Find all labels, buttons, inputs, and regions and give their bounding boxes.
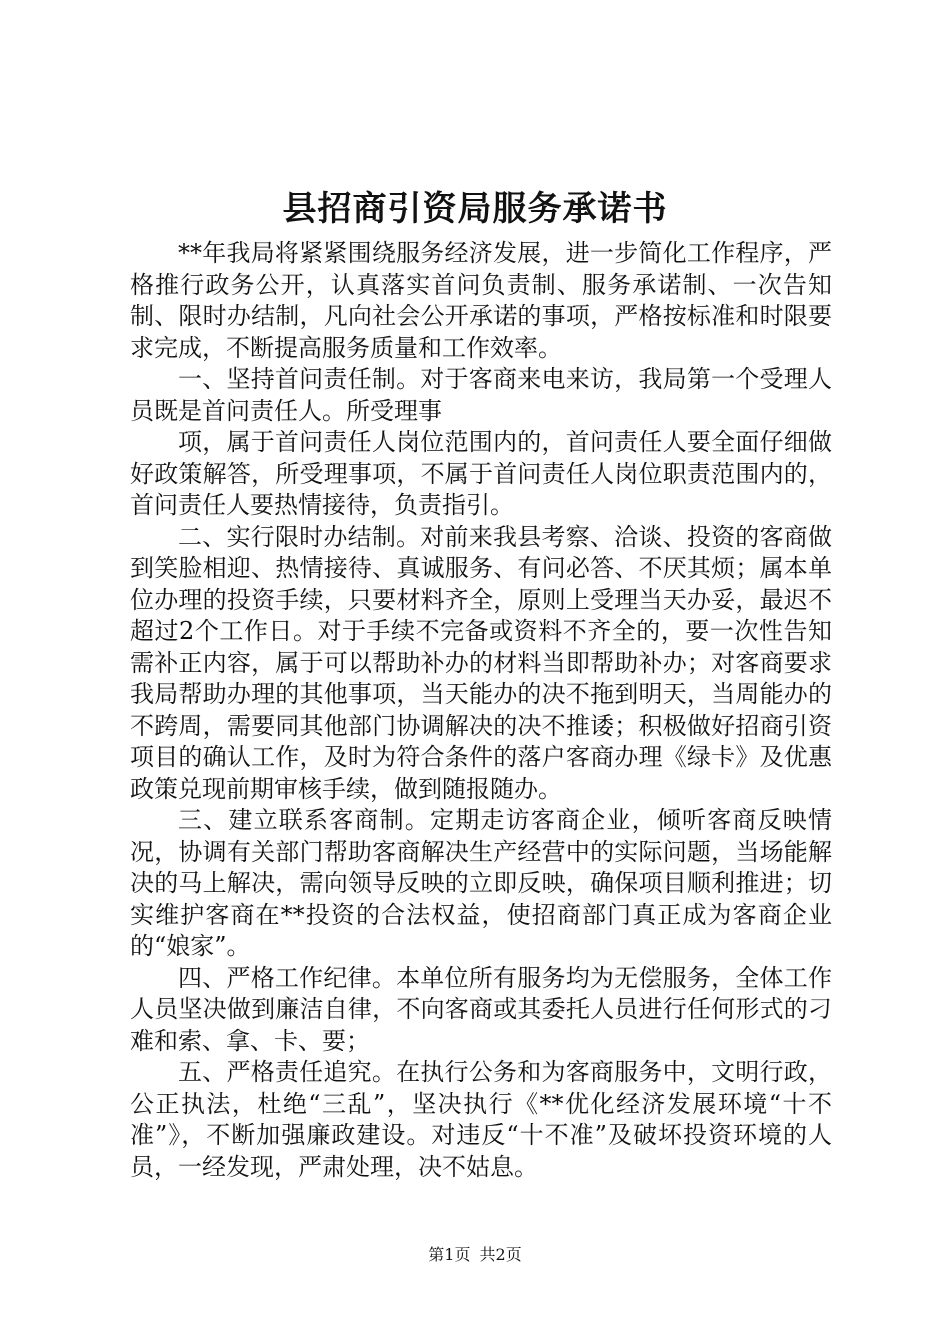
page-total: 共2页 <box>479 1245 522 1264</box>
paragraph-section-2: 二、实行限时办结制。对前来我县考察、洽谈、投资的客商做到笑脸相迎、热情接待、真诚服务、有问必答、不厌其烦；属本单位办理的投资手续，只要材料齐全，原则上受理当天办妥，最迟不超过2个工作日。对于手续不完备或资料不齐全的，要一次性告知需补正内容，属于可以帮助补办的材料当即帮助补办；对客商要求我局帮助办理的其他事项，当天能办的决不拖到明天，当周能办的不跨周，需要同其他部门协调解决的决不推诿；积极做好招商引资项目的确认工作，及时为符合条件的落户客商办理《绿卡》及优惠政策兑现前期审核手续，做到随报随办。 <box>130 522 832 803</box>
paragraph-intro: **年我局将紧紧围绕服务经济发展，进一步简化工作程序，严格推行政务公开，认真落实首问负责制、服务承诺制、一次告知制、限时办结制，凡向社会公开承诺的事项，严格按标准和时限要求完成，不断提高服务质量和工作效率。 <box>130 239 832 362</box>
paragraph-section-5: 五、严格责任追究。在执行公务和为客商服务中，文明行政，公正执法，杜绝“三乱”，坚决执行《**优化经济发展环境“十不准”》，不断加强廉政建设。对违反“十不准”及破坏投资环境的人员，一经发现，严肃处理，决不姑息。 <box>130 1058 832 1181</box>
paragraph-section-1: 一、坚持首问责任制。对于客商来电来访，我局第一个受理人员既是首问责任人。所受理事 <box>130 365 832 425</box>
paragraph-section-4: 四、严格工作纪律。本单位所有服务均为无偿服务，全体工作人员坚决做到廉洁自律，不向客商或其委托人员进行任何形式的刁难和索、拿、卡、要； <box>130 963 832 1055</box>
paragraph-section-3: 三、建立联系客商制。定期走访客商企业，倾听客商反映情况，协调有关部门帮助客商解决生产经营中的实际问题，当场能解决的马上解决，需向领导反映的立即反映，确保项目顺利推进；切实维护客商在**投资的合法权益，使招商部门真正成为客商企业的“娘家”。 <box>130 806 832 960</box>
document-body <box>130 238 832 1183</box>
page-footer <box>0 1243 950 1267</box>
document-title: 县招商引资局服务承诺书 <box>282 189 668 229</box>
paragraph-section-1-continued: 项，属于首问责任人岗位范围内的，首问责任人要全面仔细做好政策解答，所受理事项，不属于首问责任人岗位职责范围内的，首问责任人要热情接待，负责指引。 <box>130 428 832 519</box>
page-number: 第1页 <box>428 1245 471 1264</box>
